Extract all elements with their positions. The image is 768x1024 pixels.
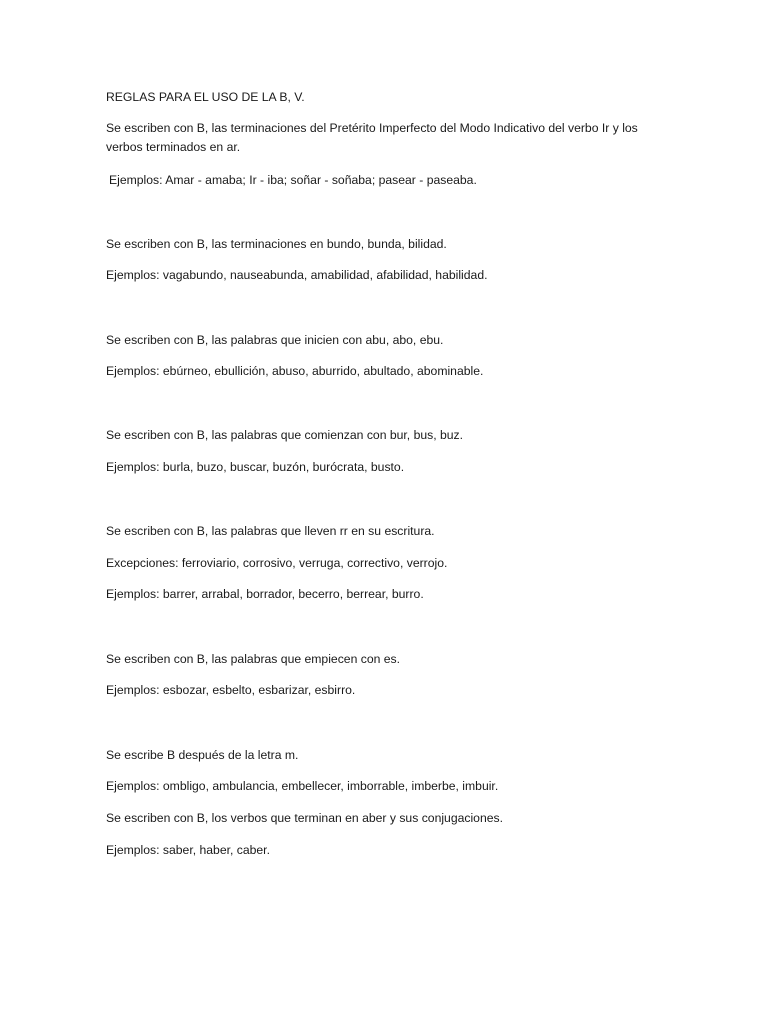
rule-paragraph-5: Se escriben con B, las palabras que lleven rr en su escritura.: [106, 524, 435, 538]
rule-paragraph-4: Se escriben con B, las palabras que comienzan con bur, bus, buz.: [106, 428, 464, 442]
document-title: REGLAS PARA EL USO DE LA B, V.: [106, 90, 305, 104]
example-paragraph-6: Ejemplos: esbozar, esbelto, esbarizar, esbirro.: [106, 683, 356, 697]
rule-paragraph-6: Se escriben con B, las palabras que empiecen con es.: [106, 652, 401, 666]
example-paragraph-8: Ejemplos: saber, haber, caber.: [106, 843, 270, 857]
rule-paragraph-7: Se escribe B después de la letra m.: [106, 748, 299, 762]
exceptions-paragraph-5: Excepciones: ferroviario, corrosivo, verruga, correctivo, verrojo.: [106, 556, 448, 570]
example-paragraph-3: Ejemplos: ebúrneo, ebullición, abuso, aburrido, abultado, abominable.: [106, 364, 484, 378]
example-paragraph-4: Ejemplos: burla, buzo, buscar, buzón, burócrata, busto.: [106, 460, 405, 474]
example-paragraph-7: Ejemplos: ombligo, ambulancia, embellecer, imborrable, imberbe, imbuir.: [106, 779, 499, 793]
rule-paragraph-3: Se escriben con B, las palabras que inicien con abu, abo, ebu.: [106, 333, 444, 347]
rule-paragraph-2: Se escriben con B, las terminaciones en bundo, bunda, bilidad.: [106, 237, 447, 251]
example-paragraph-2: Ejemplos: vagabundo, nauseabunda, amabilidad, afabilidad, habilidad.: [106, 268, 488, 282]
rule-paragraph-8: Se escriben con B, los verbos que terminan en aber y sus conjugaciones.: [106, 811, 503, 825]
example-paragraph-1: Ejemplos: Amar - amaba; Ir - iba; soñar - soñaba; pasear - paseaba.: [109, 173, 477, 187]
example-paragraph-5: Ejemplos: barrer, arrabal, borrador, becerro, berrear, burro.: [106, 587, 424, 601]
rule-paragraph-1: Se escriben con B, las terminaciones del Pretérito Imperfecto del Modo Indicativo del verbo Ir y los verbos terminados en ar.: [106, 121, 638, 154]
